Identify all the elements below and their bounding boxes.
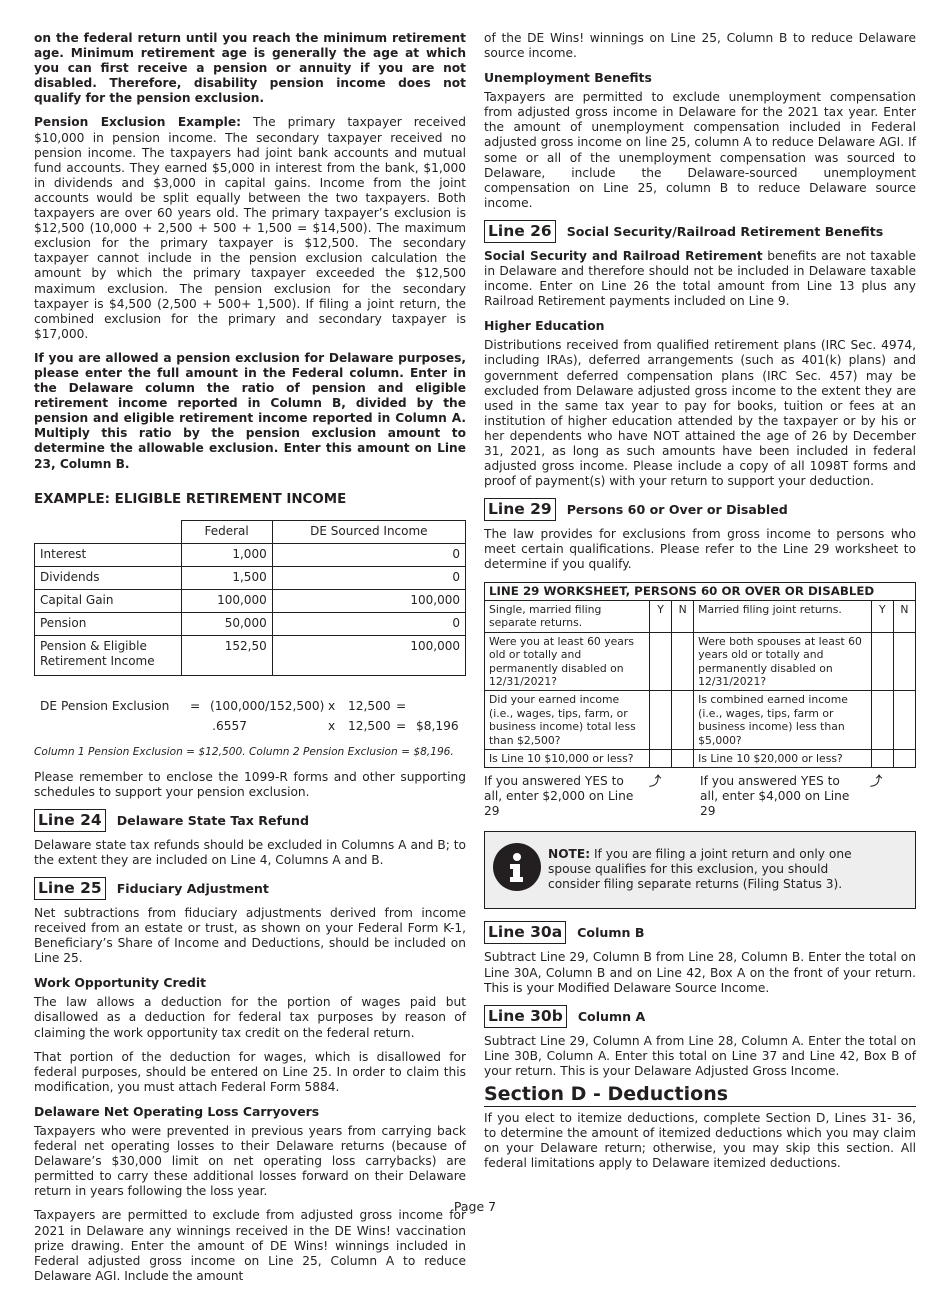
table-row <box>35 543 466 566</box>
row-de: 0 <box>272 543 465 566</box>
answer-checkbox[interactable] <box>871 632 893 691</box>
section-d-title: Section D - Deductions <box>484 1083 916 1107</box>
table-row <box>35 612 466 635</box>
example-label: Pension Exclusion Example: <box>34 115 241 130</box>
worksheet-answers <box>484 774 916 819</box>
nol-title: Delaware Net Operating Loss Carryovers <box>34 1103 320 1119</box>
line30a-box: Line 30a <box>484 921 566 944</box>
higher-education-text: Distributions received from qualified retirement plans (IRC Sec. 4974, including IRAs), deferred arrangements (such as 401(k) plans) and government deferred compensation plans (IRC Sec. 457) may be excluded from Delaware adjusted gross income to the extent they are used in the same tax year to pay for books, tuition or fees at an institution of higher education attended by the taxpayer or by his or her dependents who have NOT attained the age of 26 by December 31, 2021, as long as such amounts have been included in federal adjusted gross income. Please include a copy of all 1098T forms and proof of payment(s) with your return to support your deduction. <box>484 338 916 489</box>
calc-result: $8,196 <box>416 718 459 733</box>
nol-paragraph-2: Taxpayers are permitted to exclude from adjusted gross income for 2021 in Delaware any winnings received in the DE Wins! vaccination prize drawing. Enter the amount of DE Wins! winnings included in Federal adjusted gross income on Line 25, Column A to reduce Delaware AGI. Include the amount <box>34 1208 466 1283</box>
left-column <box>34 31 466 1293</box>
line26-title: Social Security/Railroad Retirement Benefits <box>566 223 884 239</box>
line30b-title: Column A <box>577 1008 646 1024</box>
table-header-row <box>35 520 466 543</box>
table-row: Single, married filing separate returns. Y N Married filing joint returns. Y N <box>485 600 916 632</box>
row-de: 0 <box>272 612 465 635</box>
pension-example <box>34 115 466 341</box>
row-label: Pension & Eligible Retirement Income <box>35 635 182 675</box>
example-title: EXAMPLE: ELIGIBLE RETIREMENT INCOME <box>34 491 347 507</box>
woc-paragraph-1: The law allows a deduction for the portion of wages paid but disallowed as a deduction for federal tax purposes by reason of claiming the work opportunity tax credit on the federal return. <box>34 995 466 1040</box>
calc-line-1: DE Pension Exclusion = (100,000/152,500) x 12,500 = <box>40 696 466 716</box>
remember-paragraph: Please remember to enclose the 1099-R forms and other supporting schedules to support your pension exclusion. <box>34 769 466 799</box>
table-row: Is Line 10 $10,000 or less? Is Line 10 $20,000 or less? <box>485 750 916 768</box>
line26-text: Social Security and Railroad Retirement benefits are not taxable in Delaware and therefore should not be included in Delaware taxable income. Enter on Line 26 the total amount from Line 13 plus any Railroad Retirement payments included on Line 9. <box>484 248 916 309</box>
unemployment-text: Taxpayers are permitted to exclude unemployment compensation from adjusted gross income in Delaware for the 2021 tax year. Enter the amount of unemployment compensation included in Federal adjusted gross income on line 25, column A to reduce Delaware AGI. If some or all of the unemployment compensation was sourced to Delaware, include the Delaware-sourced unemployment compensation on Line 25, column B to reduce Delaware source income. <box>484 90 916 210</box>
answer-checkbox[interactable] <box>672 632 694 691</box>
line25-heading <box>34 877 466 900</box>
dewins-continued: of the DE Wins! winnings on Line 25, Column B to reduce Delaware source income. <box>484 31 916 61</box>
answer-checkbox[interactable] <box>650 750 672 768</box>
line26-box: Line 26 <box>484 220 556 243</box>
worksheet-title: LINE 29 WORKSHEET, PERSONS 60 OR OVER OR DISABLED <box>485 582 916 600</box>
retirement-income-table <box>34 520 466 676</box>
arrow-icon: ⤴ <box>649 774 662 789</box>
answer-checkbox[interactable] <box>650 632 672 691</box>
calc-ratio: (100,000/152,500) <box>210 698 325 713</box>
page-number: Page 7 <box>453 1199 497 1214</box>
woc-title: Work Opportunity Credit <box>34 975 207 991</box>
line24-heading <box>34 809 466 832</box>
row-federal: 100,000 <box>181 589 272 612</box>
line25-title: Fiduciary Adjustment <box>116 881 269 896</box>
line30b-heading <box>484 1005 916 1028</box>
row-federal: 50,000 <box>181 612 272 635</box>
line26-heading <box>484 220 916 243</box>
line25-box: Line 25 <box>34 877 106 900</box>
line24-title: Delaware State Tax Refund <box>116 812 309 828</box>
line29-worksheet <box>484 582 916 769</box>
answer-checkbox[interactable] <box>650 691 672 750</box>
row-label: Dividends <box>35 566 182 589</box>
right-column <box>484 31 916 1180</box>
woc-paragraph-2: That portion of the deduction for wages, which is disallowed for federal purposes, should be entered on Line 25. In order to claim this modification, you must attach Federal Form 5884. <box>34 1049 466 1094</box>
table-row: Were you at least 60 years old or totally and permanently disabled on 12/31/2021? Were both spouses at least 60 years old or totally and permanently disabled on 12/31/2021? <box>485 632 916 691</box>
section-d-text: If you elect to itemize deductions, complete Section D, Lines 31- 36, to determine the amount of itemized deductions which you may claim on your Delaware return; otherwise, you may skip this section. All federal limitations apply to Delaware itemized deductions. <box>484 1110 916 1171</box>
note-box <box>484 831 916 909</box>
table-row <box>35 635 466 675</box>
row-de: 100,000 <box>272 589 465 612</box>
calc-label: DE Pension Exclusion <box>40 698 170 713</box>
table-row <box>35 589 466 612</box>
column-note: Column 1 Pension Exclusion = $12,500. Column 2 Pension Exclusion = $8,196. <box>34 745 454 758</box>
calc-ratio-value: .6557 <box>212 718 247 733</box>
allowed-paragraph: If you are allowed a pension exclusion for Delaware purposes, please enter the full amount in the Federal column. Enter in the Delaware column the ratio of pension and eligible retirement income reported in Column B, divided by the pension and eligible retirement income reported in Column A. Multiply this ratio by the pension exclusion amount to determine the allowable exclusion. Enter this amount on Line 23, Column B. <box>34 350 466 471</box>
line24-box: Line 24 <box>34 809 106 832</box>
answer-checkbox[interactable] <box>893 691 915 750</box>
answer-checkbox[interactable] <box>893 632 915 691</box>
line29-heading <box>484 498 916 521</box>
answer-checkbox[interactable] <box>871 691 893 750</box>
header-de: DE Sourced Income <box>272 520 465 543</box>
intro-paragraph: on the federal return until you reach the minimum retirement age. Minimum retirement age is generally the age at which you can first receive a pension or annuity if you are not disabled. Therefore, disability pension income does not qualify for the pension exclusion. <box>34 31 466 106</box>
answer-checkbox[interactable] <box>672 750 694 768</box>
row-label: Interest <box>35 543 182 566</box>
info-icon <box>493 843 541 891</box>
row-federal: 152,50 <box>181 635 272 675</box>
line30b-text: Subtract Line 29, Column A from Line 28, Column A. Enter the total on Line 30B, Column A. Enter this total on Line 37 and Line 42, Box B of your return. This is your Delaware Adjusted Gross Income. <box>484 1033 916 1078</box>
row-federal: 1,500 <box>181 566 272 589</box>
answer-checkbox[interactable] <box>672 691 694 750</box>
calc-line-2: .6557 x 12,500 = $8,196 <box>40 716 466 736</box>
arrow-icon: ⤴ <box>870 774 883 789</box>
answer-checkbox[interactable] <box>871 750 893 768</box>
row-de: 100,000 <box>272 635 465 675</box>
answer-single: If you answered YES to all, enter $2,000 on Line 29 <box>484 774 634 819</box>
header-federal: Federal <box>181 520 272 543</box>
worksheet-title-row <box>485 582 916 600</box>
higher-education-title: Higher Education <box>484 318 605 334</box>
line30b-box: Line 30b <box>484 1005 567 1028</box>
unemployment-title: Unemployment Benefits <box>484 70 652 86</box>
line29-text: The law provides for exclusions from gross income to persons who meet certain qualifications. Please refer to the Line 29 worksheet to determine if you qualify. <box>484 527 916 572</box>
row-federal: 1,000 <box>181 543 272 566</box>
answer-joint: If you answered YES to all, enter $4,000 on Line 29 <box>700 774 850 819</box>
answer-checkbox[interactable] <box>893 750 915 768</box>
exclusion-calculation <box>40 696 466 736</box>
nol-paragraph-1: Taxpayers who were prevented in previous years from carrying back federal net operating losses to their Delaware returns (because of Delaware’s $30,000 limit on net operating loss carrybacks) are permitted to carry these additional losses forward on their Delaware return in years following the loss year. <box>34 1123 466 1199</box>
line30a-heading <box>484 921 916 944</box>
line30a-text: Subtract Line 29, Column B from Line 28, Column B. Enter the total on Line 30A, Column B and on Line 42, Box A on the front of your return. This is your Modified Delaware Source Income. <box>484 950 916 995</box>
line29-title: Persons 60 or Over or Disabled <box>566 502 788 518</box>
line24-text: Delaware state tax refunds should be excluded in Columns A and B; to the extent they are included on Line 4, Columns A and B. <box>34 837 466 867</box>
line25-text: Net subtractions from fiduciary adjustments derived from income received from an estate or trust, as shown on your Federal Form K-1, Beneficiary’s Share of Income and Deductions, should be included on Line 25. <box>34 906 466 966</box>
example-text: The primary taxpayer received $10,000 in pension income. The secondary taxpayer received no pension income. The taxpayers had joint bank accounts and mutual fund accounts. They earned $5,000 in interest from the bank, $1,000 in dividends and $3,000 in capital gains. Income from the joint accounts would be split equally between the two taxpayers. Both taxpayers are over 60 years old. The primary taxpayer’s exclusion is $12,500 (10,000 + 2,500 + 500 + 1,500 = $14,500). The maximum exclusion for the primary taxpayer is $12,500. The secondary taxpayer cannot include in the pension exclusion calculation the amount by which the primary taxpayer exceeded the $12,500 maximum exclusion. The pension exclusion for the secondary taxpayer is $4,500 (2,500 + 500+ 1,500). If filing a joint return, the combined exclusion for the primary and secondary taxpayer is $17,000. <box>34 115 466 341</box>
line30a-title: Column B <box>577 925 645 941</box>
table-row <box>35 566 466 589</box>
row-label: Capital Gain <box>35 589 182 612</box>
line29-box: Line 29 <box>484 498 556 521</box>
row-de: 0 <box>272 566 465 589</box>
table-row: Did your earned income (i.e., wages, tips, farm, or business income) total less than $2,500? Is combined earned income (i.e., wages, tips, farm or business income) less than $5,000? <box>485 691 916 750</box>
row-label: Pension <box>35 612 182 635</box>
note-text: NOTE: If you are filing a joint return and only one spouse qualifies for this exclusion, you should consider filing separate returns (Filing Status 3). <box>548 847 852 892</box>
